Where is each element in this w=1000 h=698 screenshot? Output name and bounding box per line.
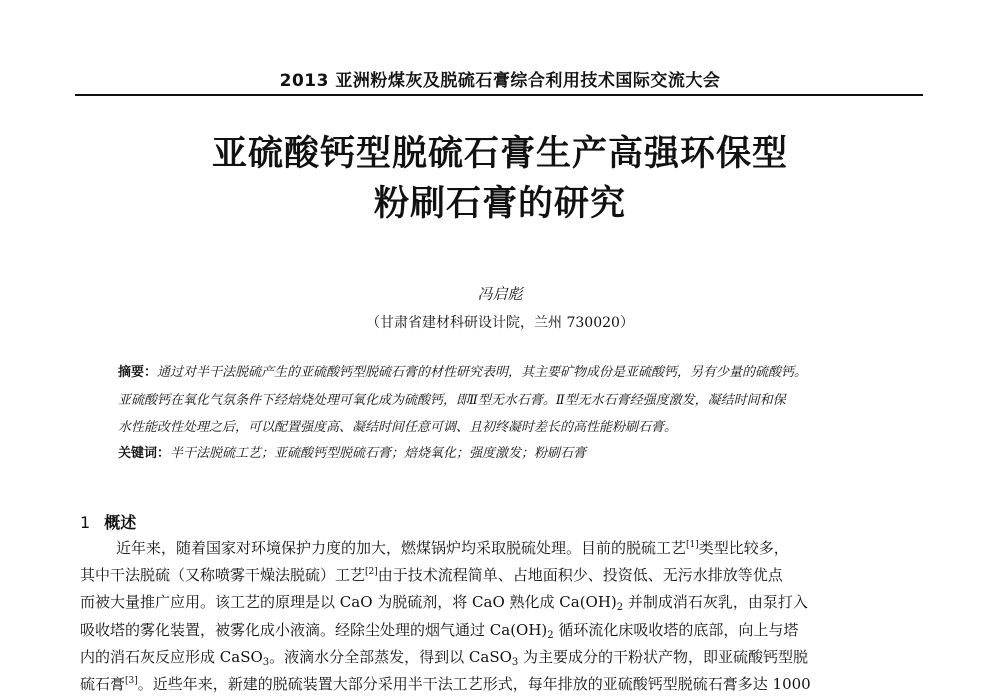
citation-ref: [3]: [125, 676, 138, 687]
body-paragraph: [80, 535, 925, 698]
header-rule: [75, 94, 923, 96]
body-line: [80, 671, 925, 698]
conference-header: 2013 亚洲粉煤灰及脱硫石膏综合利用技术国际交流大会: [279, 71, 721, 91]
body-text-run: 而被大量推广应用。该工艺的原理是以 CaO 为脱硫剂，将 CaO 熟化成 Ca(OH): [80, 593, 617, 612]
abstract-line: 亚硫酸钙在氧化气氛条件下经焙烧处理可氧化成为硫酸钙，即Ⅱ型无水石膏。Ⅱ型无水石膏经强度激发，凝结时间和保: [118, 392, 786, 408]
body-text-run: 内的消石灰反应形成 CaSO: [80, 647, 263, 666]
body-text-run: 由于技术流程简单、占地面积少、投资低、无污水排放等优点: [377, 566, 783, 585]
body-line: [80, 535, 925, 562]
body-line: [80, 644, 925, 671]
body-text-run: 其中干法脱硫（又称喷雾干燥法脱硫）工艺: [80, 566, 366, 585]
keywords-text: 半干法脱硫工艺；亚硫酸钙型脱硫石膏；焙烧氧化；强度激发；粉刷石膏: [170, 446, 587, 461]
body-text-run: 近年来，随着国家对环境保护力度的加大，燃煤锅炉均采取脱硫处理。目前的脱硫工艺: [116, 539, 687, 557]
subscript: 3: [262, 656, 270, 668]
body-line: [80, 589, 925, 616]
paper-title-line2: 粉刷石膏的研究: [373, 184, 626, 224]
body-text-run: 类型比较多，: [698, 539, 789, 557]
abstract-text: 通过对半干法脱硫产生的亚硫酸钙型脱硫石膏的材性研究表明，其主要矿物成份是亚硫酸钙，另有少量的硫酸钙。: [157, 365, 808, 380]
section-heading: [80, 510, 136, 533]
subscript: 2: [547, 629, 554, 641]
citation-ref: [1]: [686, 540, 699, 550]
abstract-line: [118, 359, 918, 387]
body-text-run: 吸收塔的雾化装置，被雾化成小液滴。经除尘处理的烟气通过 Ca(OH): [80, 620, 548, 639]
body-line: [80, 617, 925, 644]
subscript: 3: [511, 656, 519, 668]
abstract-label: 摘要：: [118, 365, 158, 380]
author-name: 冯启彪: [477, 285, 523, 303]
subscript: 2: [616, 602, 624, 614]
abstract-line: 水性能改性处理之后，可以配置强度高、凝结时间任意可调、且初终凝时差长的高性能粉刷石膏。: [118, 420, 678, 435]
body-text-run: 循环流化床吸收塔的底部，向上与塔: [553, 620, 799, 639]
paper-title-line1: 亚硫酸钙型脱硫石膏生产高强环保型: [211, 134, 788, 174]
section-title: 概述: [104, 513, 137, 532]
body-text-run: 硫石膏: [80, 675, 126, 694]
citation-ref: [2]: [365, 567, 378, 578]
abstract: [118, 359, 918, 442]
keywords: [118, 442, 918, 461]
author-affiliation: （甘肃省建材科研设计院，兰州 730020）: [366, 315, 634, 331]
body-line: [80, 562, 925, 589]
body-text-run: 并制成消石灰乳，由泵打入: [623, 593, 808, 612]
body-text-run: 。液滴水分全部蒸发，得到以 CaSO: [269, 647, 512, 666]
body-text-run: 。近些年来，新建的脱硫装置大部分采用半干法工艺形式，每年排放的亚硫酸钙型脱硫石膏多达 1000: [137, 675, 811, 694]
section-number: 1: [80, 513, 91, 532]
keywords-label: 关键词：: [118, 446, 171, 461]
body-text-run: 为主要成分的干粉状产物，即亚硫酸钙型脱: [518, 647, 809, 666]
